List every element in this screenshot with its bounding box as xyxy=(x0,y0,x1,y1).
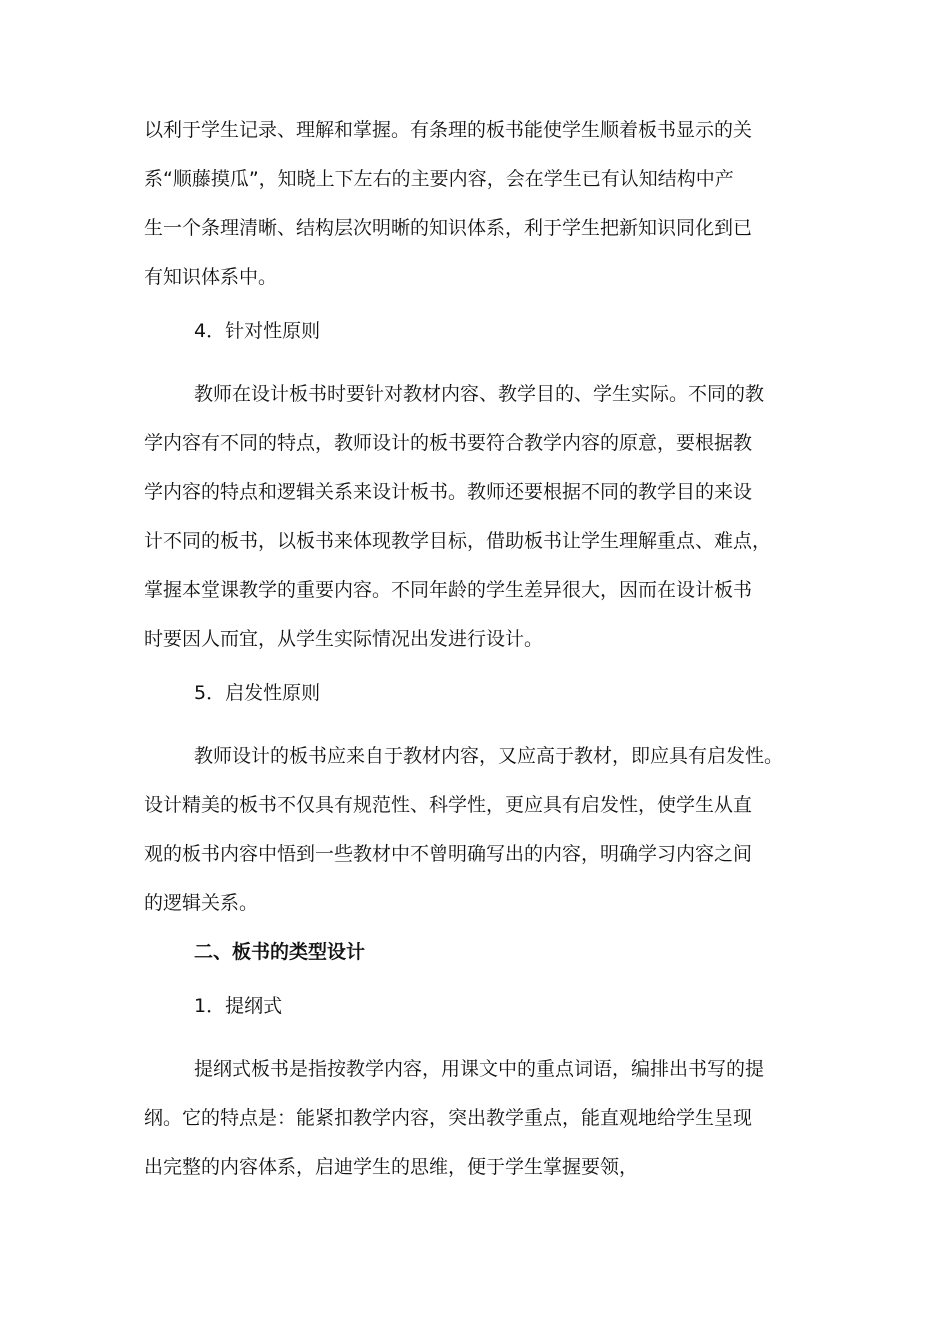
text-line: 教师在设计板书时要针对教材内容、教学目的、学生实际。不同的教 xyxy=(194,383,765,405)
text-line: 出完整的内容体系，启迪学生的思维，便于学生掌握要领， xyxy=(144,1156,639,1178)
text-line: 纲。它的特点是：能紧扣教学内容，突出教学重点，能直观地给学生呈现 xyxy=(144,1107,753,1129)
text-line: 有知识体系中。 xyxy=(144,266,278,288)
text-line: 观的板书内容中悟到一些教材中不曾明确写出的内容，明确学习内容之间 xyxy=(144,843,753,865)
subheading-outline-type: 1．提纲式 xyxy=(194,995,283,1017)
text-line: 计不同的板书，以板书来体现教学目标，借助板书让学生理解重点、难点， xyxy=(144,530,772,552)
text-line: 掌握本堂课教学的重要内容。不同年龄的学生差异很大，因而在设计板书 xyxy=(144,579,753,601)
text-line: 教师设计的板书应来自于教材内容，又应高于教材，即应具有启发性。 xyxy=(194,745,784,767)
text-line: 提纲式板书是指按教学内容，用课文中的重点词语，编排出书写的提 xyxy=(194,1058,765,1080)
text-line: 设计精美的板书不仅具有规范性、科学性，更应具有启发性，使学生从直 xyxy=(144,794,753,816)
text-line: 学内容有不同的特点，教师设计的板书要符合教学内容的原意，要根据教 xyxy=(144,432,753,454)
text-line: 时要因人而宜，从学生实际情况出发进行设计。 xyxy=(144,628,544,650)
text-line: 以利于学生记录、理解和掌握。有条理的板书能使学生顺着板书显示的关 xyxy=(144,119,753,141)
text-line: 的逻辑关系。 xyxy=(144,892,259,914)
subheading-targeting-principle: 4．针对性原则 xyxy=(194,320,321,342)
text-line: 生一个条理清晰、结构层次明晰的知识体系，利于学生把新知识同化到已 xyxy=(144,217,753,239)
section-title: 二、板书的类型设计 xyxy=(194,941,366,963)
text-line: 学内容的特点和逻辑关系来设计板书。教师还要根据不同的教学目的来设 xyxy=(144,481,753,503)
text-line: 系“顺藤摸瓜”，知晓上下左右的主要内容，会在学生已有认知结构中产 xyxy=(144,168,734,190)
subheading-heuristic-principle: 5．启发性原则 xyxy=(194,682,321,704)
